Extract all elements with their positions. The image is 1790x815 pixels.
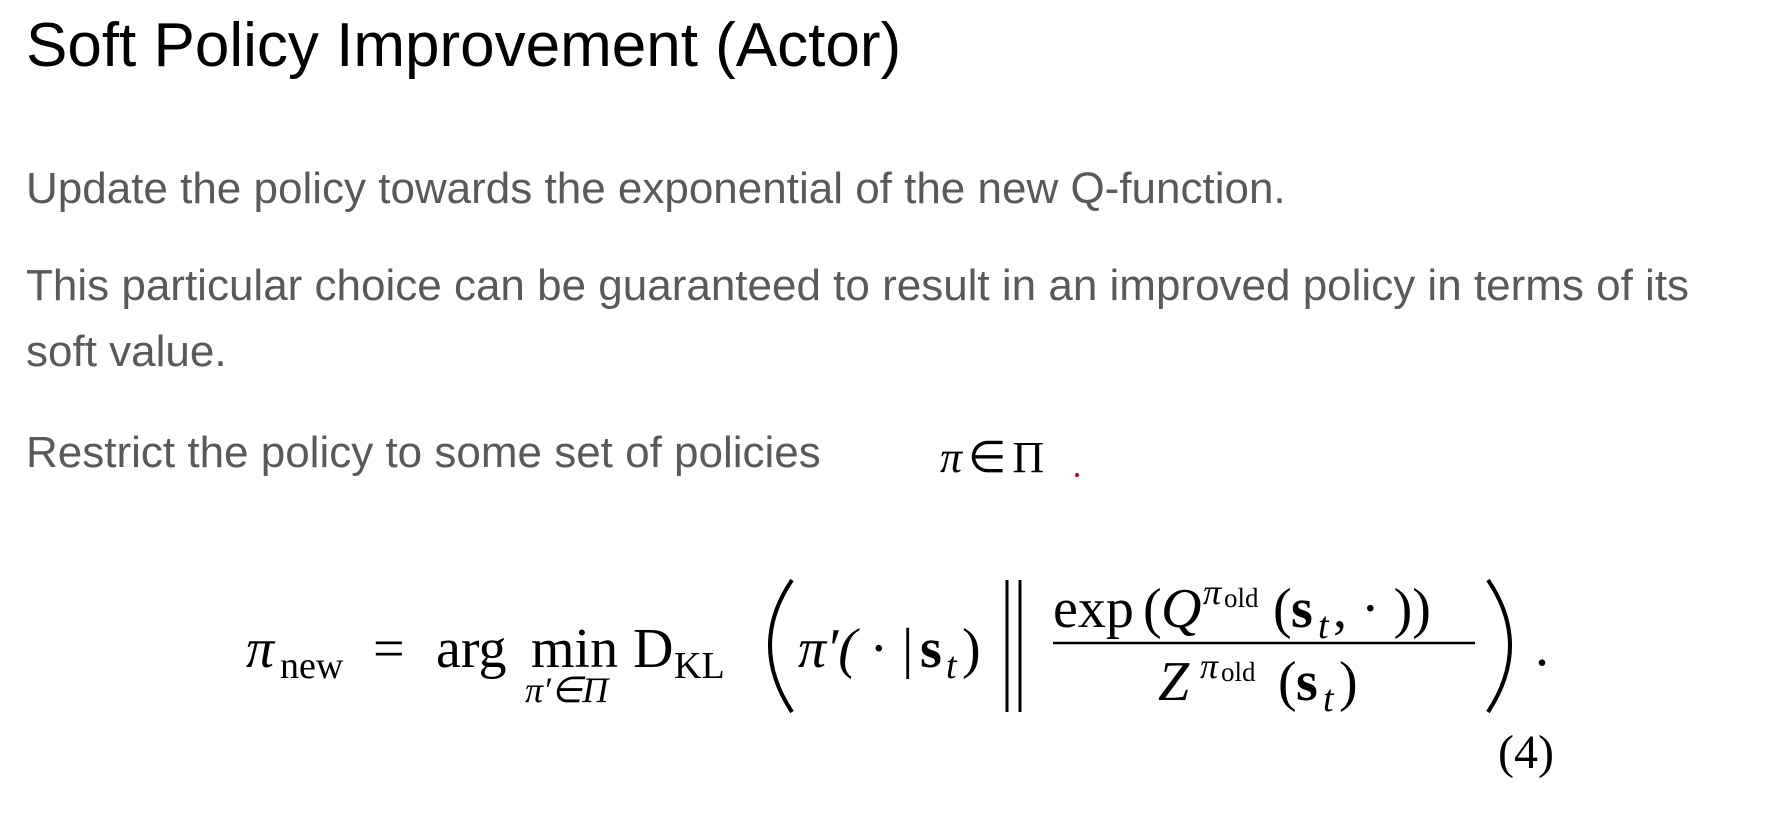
eq-new-subscript: new [280, 645, 344, 687]
element-of-symbol: ∈ [968, 433, 1007, 482]
eq-q-pi-superscript: π [1203, 572, 1222, 612]
eq-arg: arg [436, 618, 507, 680]
eq-q-old-superscript: old [1224, 583, 1259, 613]
eq-big-left-paren [770, 580, 792, 712]
eq-close-paren: ) [962, 618, 981, 680]
eq-z-pi-superscript: π [1200, 646, 1219, 686]
eq-min-subscript: π′∈Π [525, 670, 609, 710]
eq-z-old-superscript: old [1221, 657, 1256, 687]
eq-divergence-d: D [633, 618, 674, 680]
eq-den-state-s: s [1296, 651, 1318, 713]
slide-title: Soft Policy Improvement (Actor) [26, 11, 902, 80]
eq-q-function: Q [1161, 578, 1202, 640]
eq-equals: = [373, 618, 405, 680]
eq-num-tail: , · )) [1333, 578, 1431, 640]
paragraph-update-policy: Update the policy towards the exponential of the new Q-function. [26, 164, 1286, 213]
paragraph-guarantee: This particular choice can be guaranteed to result in an improved policy in terms of its soft value. [26, 261, 1690, 376]
policy-set-symbol: Π [1012, 433, 1045, 482]
eq-den-open-paren: ( [1278, 651, 1297, 713]
eq-kl-subscript: KL [674, 645, 725, 687]
eq-num-inner-paren: ( [1273, 578, 1292, 640]
eq-state-s: s [920, 618, 942, 680]
eq-min: min [531, 618, 619, 680]
eq-pi-new: π [246, 618, 275, 680]
paragraph-restrict-policy: Restrict the policy to some set of policies [26, 428, 821, 477]
eq-num-state-s: s [1291, 578, 1313, 640]
eq-num-open-paren: ( [1143, 578, 1162, 640]
eq-partition-z: Z [1158, 651, 1190, 713]
eq-state-t: t [946, 645, 957, 687]
eq-big-right-paren [1488, 580, 1510, 712]
eq-exp: exp [1053, 578, 1134, 640]
eq-den-state-t: t [1323, 678, 1334, 720]
pi-symbol: π [940, 433, 963, 482]
eq-num-state-t: t [1318, 605, 1329, 647]
eq-period: . [1535, 616, 1549, 678]
eq-den-close-paren: ) [1339, 651, 1358, 713]
eq-number: (4) [1498, 726, 1554, 779]
eq-pi-prime-term: π′( · | [798, 618, 915, 680]
